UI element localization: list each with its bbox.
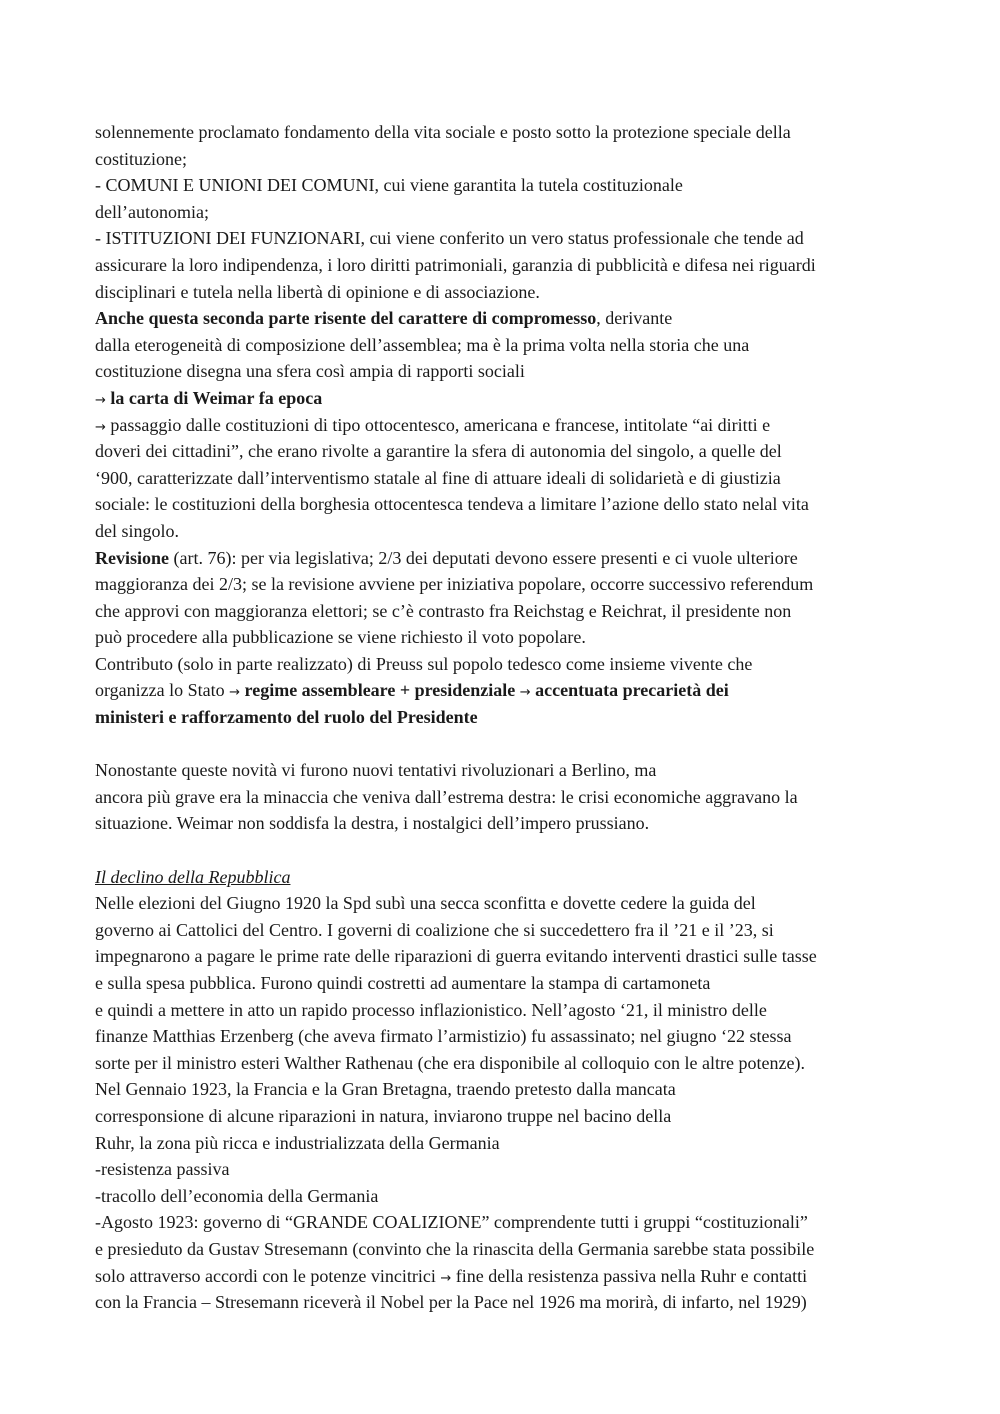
- text-span: organizza lo Stato: [95, 680, 230, 701]
- text-line: disciplinari e tutela nella libertà di opinione e di associazione.: [95, 281, 540, 302]
- bold-phrase: ministeri e rafforzamento del ruolo del Presidente: [95, 707, 478, 728]
- text-line: Contributo (solo in parte realizzato) di Preuss sul popolo tedesco come insieme vivente che: [95, 653, 753, 674]
- text-line: del singolo.: [95, 520, 179, 541]
- bold-phrase: Revisione: [95, 547, 169, 568]
- blank-line: [95, 837, 915, 864]
- bold-phrase: regime assembleare + presidenziale: [244, 680, 516, 701]
- text-span: (art. 76): per via legislativa; 2/3 dei deputati devono essere presenti e ci vuole ulteriore: [169, 547, 798, 568]
- text-span: solo attraverso accordi con le potenze vincitrici: [95, 1265, 441, 1286]
- text-line: assicurare la loro indipendenza, i loro diritti patrimoniali, garanzia di pubblicità e difesa nei riguardi: [95, 254, 816, 275]
- text-line: [95, 412, 915, 439]
- text-line: corresponsione di alcune riparazioni in natura, inviarono truppe nel bacino della: [95, 1105, 672, 1126]
- text-line: costituzione;: [95, 148, 187, 169]
- text-line: Nonostante queste novità vi furono nuovi tentativi rivoluzionari a Berlino, ma: [95, 760, 657, 781]
- text-line: impegnarono a pagare le prime rate delle riparazioni di guerra evitando interventi drastici sulle tasse: [95, 946, 817, 967]
- text-line: governo ai Cattolici del Centro. I governi di coalizione che si succedettero fra il ’21 e il ’23, si: [95, 919, 774, 940]
- text-span: , derivante: [596, 308, 673, 329]
- text-line: sorte per il ministro esteri Walther Rathenau (che era disponibile al colloquio con le altre potenze).: [95, 1052, 805, 1073]
- text-line: dalla eterogeneità di composizione dell’assemblea; ma è la prima volta nella storia che una: [95, 334, 750, 355]
- bold-phrase: accentuata precarietà dei: [535, 680, 729, 701]
- right-arrow-icon: →: [95, 392, 106, 408]
- text-line: [95, 305, 915, 332]
- section-heading-text: Il declino della Repubblica: [95, 866, 291, 887]
- text-line: - ISTITUZIONI DEI FUNZIONARI, cui viene conferito un vero status professionale che tende ad: [95, 228, 804, 249]
- right-arrow-icon: →: [440, 1270, 452, 1286]
- text-line: ‘900, caratterizzate dall’interventismo statale al fine di attuare ideali di solidarietà e di giustizia: [95, 467, 781, 488]
- right-arrow-icon: →: [95, 419, 106, 435]
- text-line: [95, 677, 915, 704]
- text-line: [95, 704, 915, 731]
- text-line: solennemente proclamato fondamento della vita sociale e posto sotto la protezione speciale della: [95, 122, 791, 142]
- text-line: sociale: le costituzioni della borghesia ottocentesca tendeva a limitare l’azione dello stato nelal vita: [95, 494, 809, 515]
- text-line: [95, 385, 915, 412]
- text-line: [95, 545, 915, 572]
- text-line: e presieduto da Gustav Stresemann (convinto che la rinascita della Germania sarebbe stata possibile: [95, 1238, 815, 1259]
- section-heading: [95, 864, 915, 891]
- text-line: ancora più grave era la minaccia che veniva dall’estrema destra: le crisi economiche aggravano la: [95, 786, 798, 807]
- text-line: - COMUNI E UNIONI DEI COMUNI, cui viene garantita la tutela costituzionale: [95, 175, 683, 196]
- text-span: fine della resistenza passiva nella Ruhr e contatti: [451, 1265, 808, 1286]
- text-line: può procedere alla pubblicazione se viene richiesto il voto popolare.: [95, 627, 586, 648]
- text-line: situazione. Weimar non soddisfa la destra, i nostalgici dell’impero prussiano.: [95, 813, 650, 834]
- text-line: con la Francia – Stresemann riceverà il Nobel per la Pace nel 1926 ma morirà, di infarto, nel 1929): [95, 1292, 807, 1313]
- blank-line: [95, 731, 915, 758]
- text-line: finanze Matthias Erzenberg (che aveva firmato l’armistizio) fu assassinato; nel giugno ‘22 stessa: [95, 1026, 792, 1047]
- text-line: [95, 1263, 915, 1290]
- text-line: -resistenza passiva: [95, 1159, 230, 1180]
- text-line: che approvi con maggioranza elettori; se c’è contrasto fra Reichstag e Reichrat, il presidente non: [95, 600, 792, 621]
- document-page: [95, 119, 915, 1316]
- text-line: dell’autonomia;: [95, 201, 209, 222]
- right-arrow-icon: →: [229, 685, 241, 701]
- text-line: -Agosto 1923: governo di “GRANDE COALIZIONE” comprendente tutti i gruppi “costituzionali”: [95, 1212, 808, 1233]
- text-line: Nelle elezioni del Giugno 1920 la Spd subì una secca sconfitta e dovette cedere la guida del: [95, 893, 756, 914]
- bold-phrase: la carta di Weimar fa epoca: [110, 387, 323, 408]
- text-span: passaggio dalle costituzioni di tipo ottocentesco, americana e francese, intitolate “ai diritti e: [105, 414, 771, 435]
- right-arrow-icon: →: [519, 685, 531, 701]
- text-line: Nel Gennaio 1923, la Francia e la Gran Bretagna, traendo pretesto dalla mancata: [95, 1079, 676, 1100]
- text-line: e sulla spesa pubblica. Furono quindi costretti ad aumentare la stampa di cartamoneta: [95, 973, 711, 993]
- bold-phrase: Anche questa seconda parte risente del carattere di compromesso: [95, 308, 597, 329]
- text-line: Ruhr, la zona più ricca e industrializzata della Germania: [95, 1132, 500, 1153]
- text-line: doveri dei cittadini”, che erano rivolte a garantire la sfera di autonomia del singolo, a quelle del: [95, 441, 782, 462]
- text-line: -tracollo dell’economia della Germania: [95, 1185, 379, 1206]
- text-line: e quindi a mettere in atto un rapido processo inflazionistico. Nell’agosto ‘21, il ministro delle: [95, 999, 767, 1020]
- text-line: maggioranza dei 2/3; se la revisione avviene per iniziativa popolare, occorre successivo referendum: [95, 574, 814, 595]
- text-line: costituzione disegna una sfera così ampia di rapporti sociali: [95, 361, 525, 382]
